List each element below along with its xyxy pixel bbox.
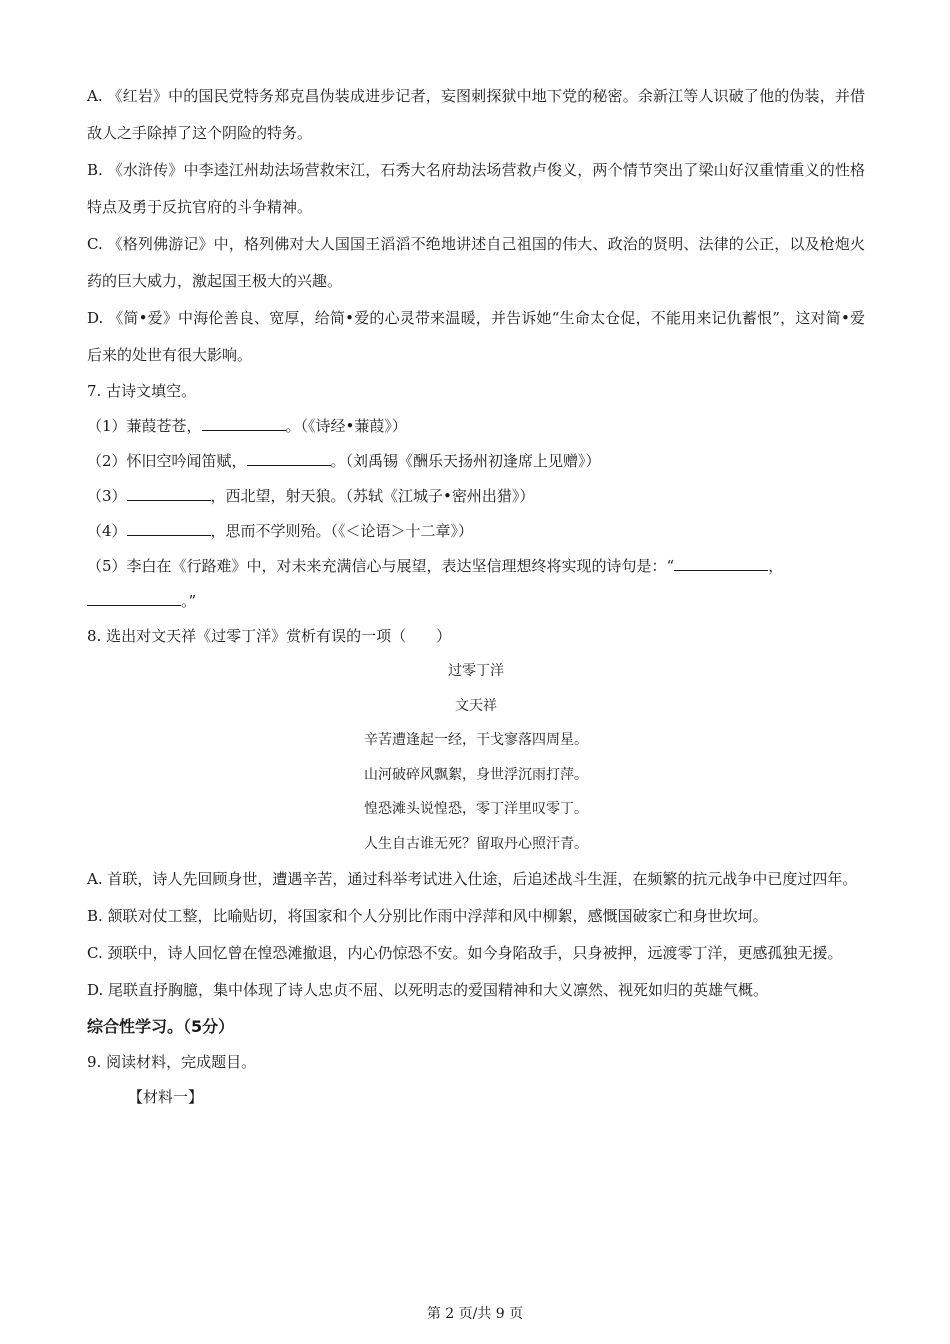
q6-option-a: A. 《红岩》中的国民党特务郑克昌伪装成进步记者，妄图刺探狱中地下党的秘密。余新江等人识破了他的伪装，并借敌人之手除掉了这个阴险的特务。 [87,87,865,142]
answer-blank[interactable] [202,416,286,431]
poem-title: 过零丁洋 [448,663,504,679]
q8-option-c: C. 颈联中，诗人回忆曾在惶恐滩撤退，内心仍惊恐不安。如今身陷敌手，只身被押，远渡零丁洋，更感孤独无援。 [87,944,843,962]
q7-item-3-after: ，西北望，射天狼。（苏轼《江城子•密州出猎》） [210,487,535,505]
answer-blank[interactable] [87,591,181,606]
poem-line: 惶恐滩头说惶恐，零丁洋里叹零丁。 [364,801,588,817]
section-heading: 综合性学习。（5分） [87,1017,235,1036]
q7-item-4-before: （4） [87,522,127,540]
poem-line: 山河破碎风飘絮，身世浮沉雨打萍。 [364,766,588,783]
q7-item-3 [87,479,865,514]
q6-option-c: C. 《格列佛游记》中，格列佛对大人国国王滔滔不绝地讲述自己祖国的伟大、政治的贤明、法律的公正，以及枪炮火药的巨大威力，激起国王极大的兴趣。 [87,235,865,290]
q8-option-a: A. 首联，诗人先回顾身世，遭遇辛苦，通过科举考试进入仕途，后追述战斗生涯，在频繁的抗元战争中已度过四年。 [87,870,858,888]
q7-item-5 [87,549,865,584]
q6-option-d: D. 《简•爱》中海伦善良、宽厚，给简•爱的心灵带来温暖，并告诉她“生命太仓促，不能用来记仇蓄恨”，这对简•爱后来的处世有很大影响。 [87,309,865,364]
q7-item-3-before: （3） [87,487,127,505]
q7-item-4-after: ，思而不学则殆。（《＜论语＞十二章》） [210,522,474,540]
q7-title: 7. 古诗文填空。 [87,382,197,400]
q8-option-b: B. 颔联对仗工整，比喻贴切，将国家和个人分别比作雨中浮萍和风中柳絮，感慨国破家亡和身世坎坷。 [87,907,768,925]
poem-author: 文天祥 [455,697,497,714]
q7-item-1-before: （1）蒹葭苍苍， [87,417,202,435]
answer-blank[interactable] [674,556,768,571]
answer-blank[interactable] [127,486,211,501]
q9-title: 9. 阅读材料，完成题目。 [87,1053,257,1071]
q7-item-1 [87,409,865,444]
q8-option-d: D. 尾联直抒胸臆，集中体现了诗人忠贞不屈、以死明志的爱国精神和大义凛然、视死如归的英雄气概。 [87,981,769,999]
q8-title: 8. 选出对文天祥《过零丁洋》赏析有误的一项（ ） [87,627,452,645]
q7-item-5-comma: ， [768,557,784,575]
answer-blank[interactable] [127,521,211,536]
page-number: 第 2 页/共 9 页 [426,1306,524,1322]
material-label: 【材料一】 [128,1088,204,1106]
poem-line: 辛苦遭逢起一经，干戈寥落四周星。 [364,732,588,748]
answer-blank[interactable] [247,451,331,466]
page-content [87,78,865,1114]
q7-item-1-after: 。（《诗经•蒹葭》） [285,417,407,435]
q7-item-5-text: （5）李白在《行路难》中，对未来充满信心与展望，表达坚信理想终将实现的诗句是：“ [87,557,675,575]
poem-line: 人生自古谁无死？留取丹心照汗青。 [364,835,588,852]
q7-item-4 [87,514,865,549]
q7-item-5-end: 。” [181,592,197,610]
poem-block [87,654,865,861]
q7-item-2-after: 。（刘禹锡《酬乐天扬州初逢席上见赠》） [330,452,601,470]
q7-item-2-before: （2）怀旧空吟闻笛赋， [87,452,247,470]
q6-option-b: B. 《水浒传》中李逵江州劫法场营救宋江，石秀大名府劫法场营救卢俊义，两个情节突出了梁山好汉重情重义的性格特点及勇于反抗官府的斗争精神。 [87,161,865,216]
q7-item-5-cont [87,584,865,619]
q7-item-2 [87,444,865,479]
